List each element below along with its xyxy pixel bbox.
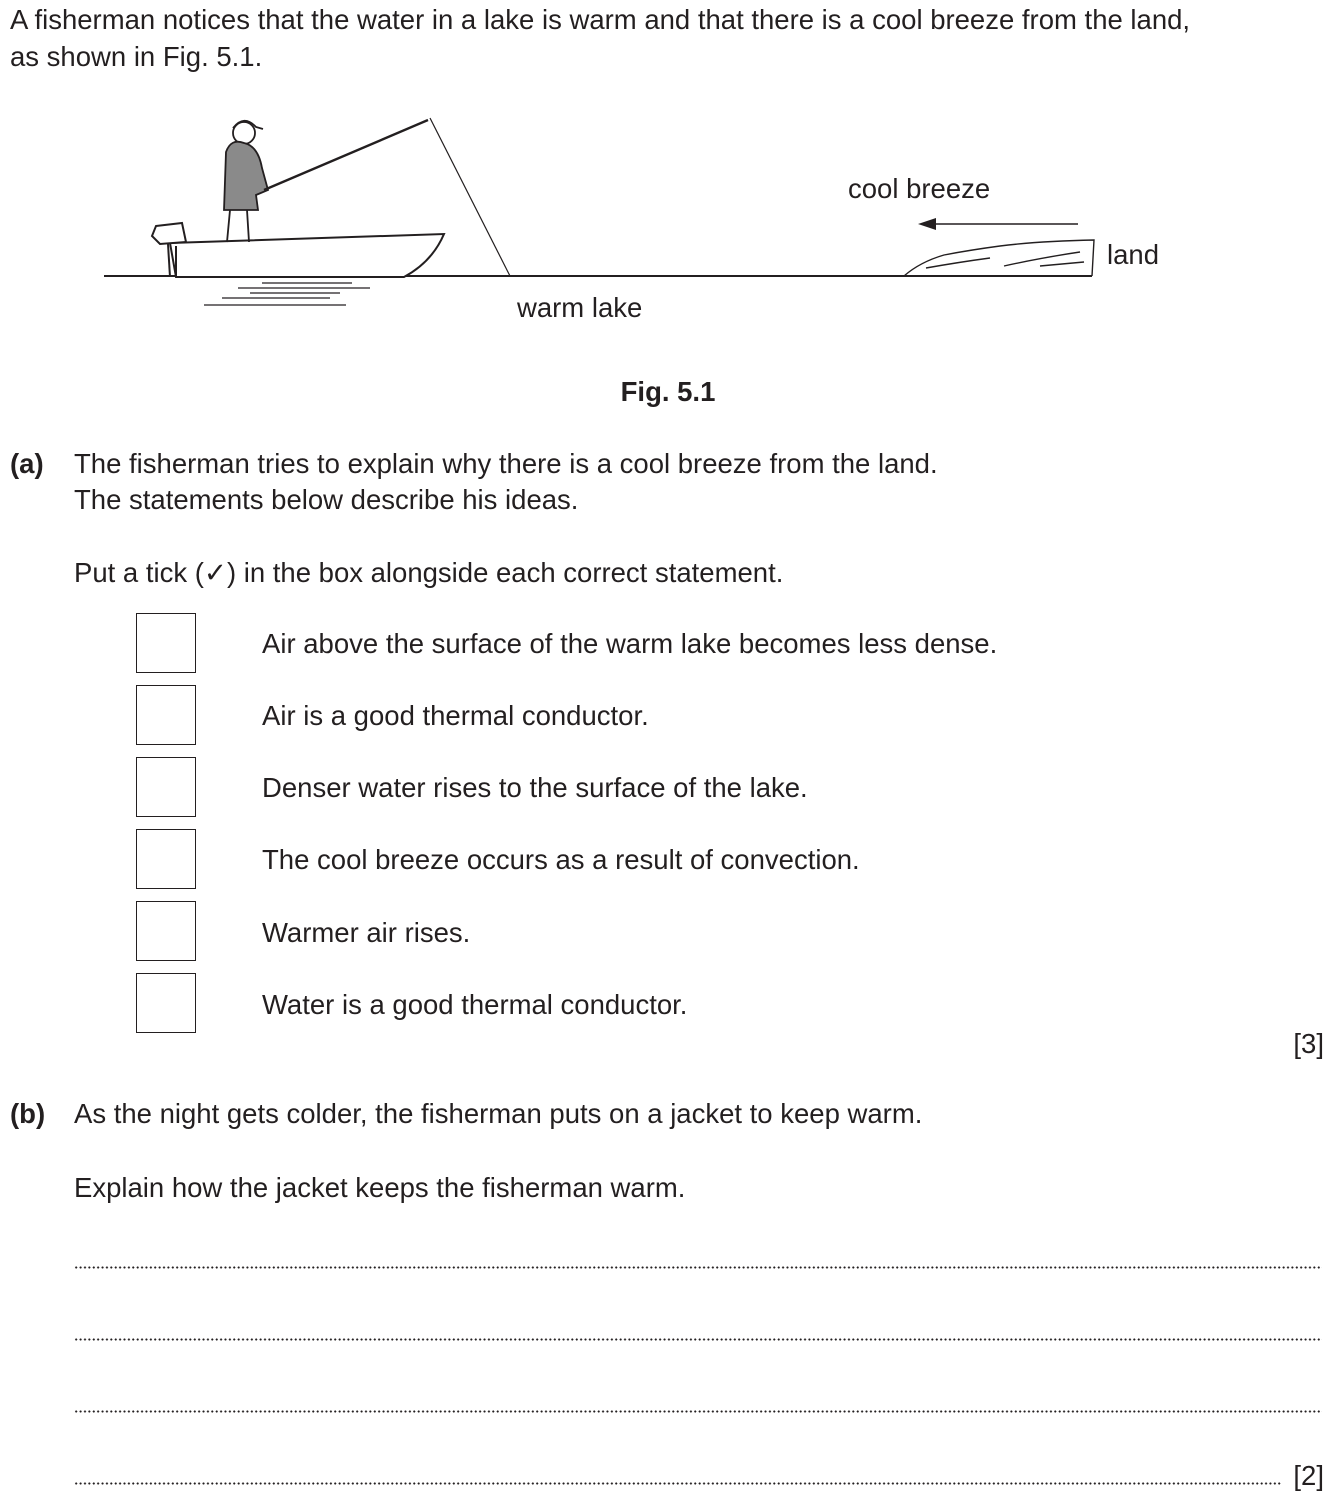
water-ripples bbox=[204, 283, 370, 305]
breeze-arrow bbox=[918, 218, 1078, 230]
part-b-line-1: As the night gets colder, the fisherman puts on a jacket to keep warm. bbox=[74, 1098, 923, 1129]
statement-2: Air is a good thermal conductor. bbox=[262, 700, 649, 731]
statement-3: Denser water rises to the surface of the lake. bbox=[262, 772, 808, 803]
figure-caption: Fig. 5.1 bbox=[620, 376, 716, 407]
tick-box-3[interactable] bbox=[136, 757, 196, 817]
tick-box-6[interactable] bbox=[136, 973, 196, 1033]
part-b-instruction: Explain how the jacket keeps the fisherman warm. bbox=[74, 1172, 686, 1203]
fishing-rod bbox=[264, 120, 428, 190]
intro-line-2: as shown in Fig. 5.1. bbox=[10, 41, 263, 72]
statement-6: Water is a good thermal conductor. bbox=[262, 989, 688, 1020]
part-a-line-2: The statements below describe his ideas. bbox=[74, 484, 579, 515]
tick-box-2[interactable] bbox=[136, 685, 196, 745]
answer-line-3[interactable] bbox=[74, 1410, 1322, 1413]
fisherman-illustration bbox=[0, 0, 1336, 340]
part-b-label: (b) bbox=[10, 1098, 46, 1129]
land-label: land bbox=[1107, 239, 1159, 270]
boat bbox=[152, 223, 444, 277]
part-b-marks: [2] bbox=[1293, 1460, 1324, 1491]
cool-breeze-label: cool breeze bbox=[848, 173, 991, 204]
part-a-marks: [3] bbox=[1293, 1028, 1324, 1059]
part-a-line-1: The fisherman tries to explain why there is a cool breeze from the land. bbox=[74, 448, 938, 479]
answer-line-4[interactable] bbox=[74, 1482, 1282, 1485]
tick-box-5[interactable] bbox=[136, 901, 196, 961]
statement-4: The cool breeze occurs as a result of convection. bbox=[262, 844, 860, 875]
answer-line-2[interactable] bbox=[74, 1338, 1322, 1341]
statement-5: Warmer air rises. bbox=[262, 917, 471, 948]
statement-1: Air above the surface of the warm lake becomes less dense. bbox=[262, 628, 998, 659]
tick-box-4[interactable] bbox=[136, 829, 196, 889]
intro-line-1: A fisherman notices that the water in a lake is warm and that there is a cool breeze from the land, bbox=[10, 4, 1191, 35]
answer-line-1[interactable] bbox=[74, 1266, 1322, 1269]
fisherman bbox=[224, 121, 268, 242]
part-a-instruction: Put a tick (✓) in the box alongside each correct statement. bbox=[74, 557, 784, 588]
part-a-label: (a) bbox=[10, 448, 44, 479]
tick-box-1[interactable] bbox=[136, 613, 196, 673]
warm-lake-label: warm lake bbox=[517, 292, 643, 323]
fishing-line bbox=[430, 118, 510, 276]
land-bank bbox=[904, 240, 1094, 276]
